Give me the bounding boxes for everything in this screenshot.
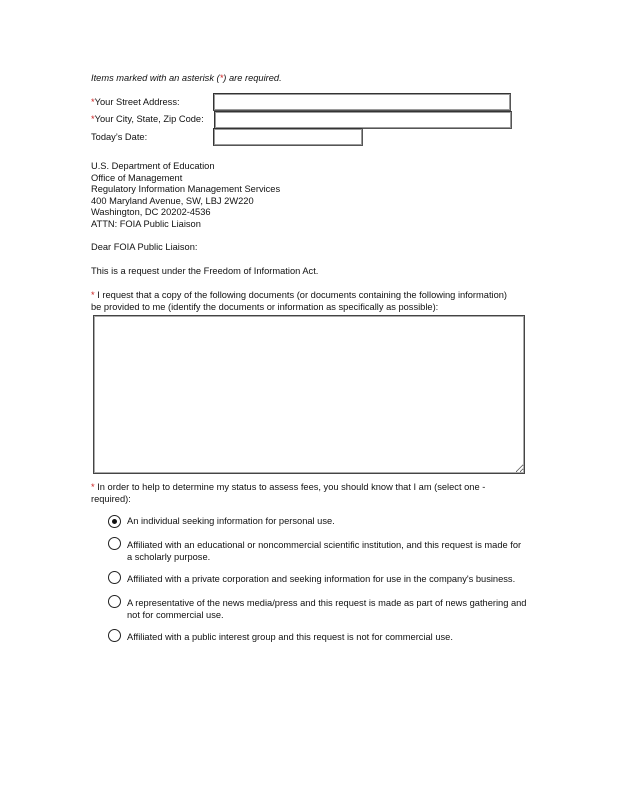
todays-date-label-text: Today’s Date:	[91, 132, 148, 142]
fee-status-line-1: In order to help to determine my status to assess fees, you should know that I am (select one -	[97, 482, 486, 492]
recipient-line: Regulatory Information Management Services	[91, 184, 281, 195]
city-state-zip-input[interactable]	[214, 111, 512, 129]
intro-text: This is a request under the Freedom of Information Act.	[91, 266, 319, 276]
street-address-label-text: Your Street Address:	[94, 97, 180, 107]
request-instructions	[91, 290, 507, 313]
fee-option-personal[interactable]	[108, 516, 527, 528]
required-asterisk: *	[219, 73, 224, 83]
radio-unselected-icon[interactable]	[108, 595, 121, 608]
street-address-input[interactable]	[213, 93, 511, 111]
required-note	[91, 73, 282, 83]
fee-option-label: Affiliated with an educational or noncommercial scientific institution, and this request is made for a scholarly purpose.	[127, 540, 522, 562]
fee-option-commercial[interactable]	[108, 574, 547, 586]
radio-selected-icon[interactable]	[108, 515, 121, 528]
radio-dot-icon	[112, 519, 117, 524]
recipient-address	[91, 161, 280, 231]
city-state-zip-label	[91, 114, 204, 124]
recipient-line: U.S. Department of Education	[91, 161, 215, 171]
todays-date-label	[91, 132, 147, 142]
required-asterisk: *	[91, 290, 95, 300]
city-state-zip-label-text: Your City, State, Zip Code:	[94, 114, 204, 124]
recipient-line: 400 Maryland Avenue, SW, LBJ 2W220	[91, 195, 254, 206]
fee-option-label: Affiliated with a private corporation and seeking information for use in the company's business.	[127, 574, 516, 584]
documents-request-textarea[interactable]	[93, 315, 525, 474]
request-line-1: I request that a copy of the following documents (or documents containing the following information)	[97, 290, 508, 300]
fee-status-instructions	[91, 482, 485, 505]
radio-unselected-icon[interactable]	[108, 571, 121, 584]
radio-unselected-icon[interactable]	[108, 629, 121, 642]
required-asterisk: *	[91, 97, 95, 107]
radio-unselected-icon[interactable]	[108, 537, 121, 550]
fee-option-public-interest[interactable]	[108, 632, 527, 644]
street-address-label	[91, 97, 180, 107]
recipient-line: ATTN: FOIA Public Liaison	[91, 218, 201, 229]
required-asterisk: *	[91, 114, 95, 124]
fee-option-news-media[interactable]	[108, 598, 527, 621]
fee-option-label: A representative of the news media/press and this request is made as part of news gathering and not for commercial use.	[127, 598, 527, 620]
recipient-line: Office of Management	[91, 172, 183, 183]
fee-option-label: Affiliated with a public interest group and this request is not for commercial use.	[127, 632, 453, 642]
required-note-text-end: ) are required.	[223, 73, 282, 83]
fee-option-educational[interactable]	[108, 540, 527, 563]
salutation: Dear FOIA Public Liaison:	[91, 242, 198, 252]
request-line-2: be provided to me (identify the documents or information as specifically as possible):	[91, 301, 439, 312]
recipient-line: Washington, DC 20202-4536	[91, 207, 211, 218]
required-note-text: Items marked with an asterisk (	[91, 73, 220, 83]
todays-date-input[interactable]	[213, 128, 363, 146]
fee-status-line-2: required):	[91, 493, 131, 504]
required-asterisk: *	[91, 482, 95, 492]
fee-option-label: An individual seeking information for personal use.	[127, 516, 335, 526]
